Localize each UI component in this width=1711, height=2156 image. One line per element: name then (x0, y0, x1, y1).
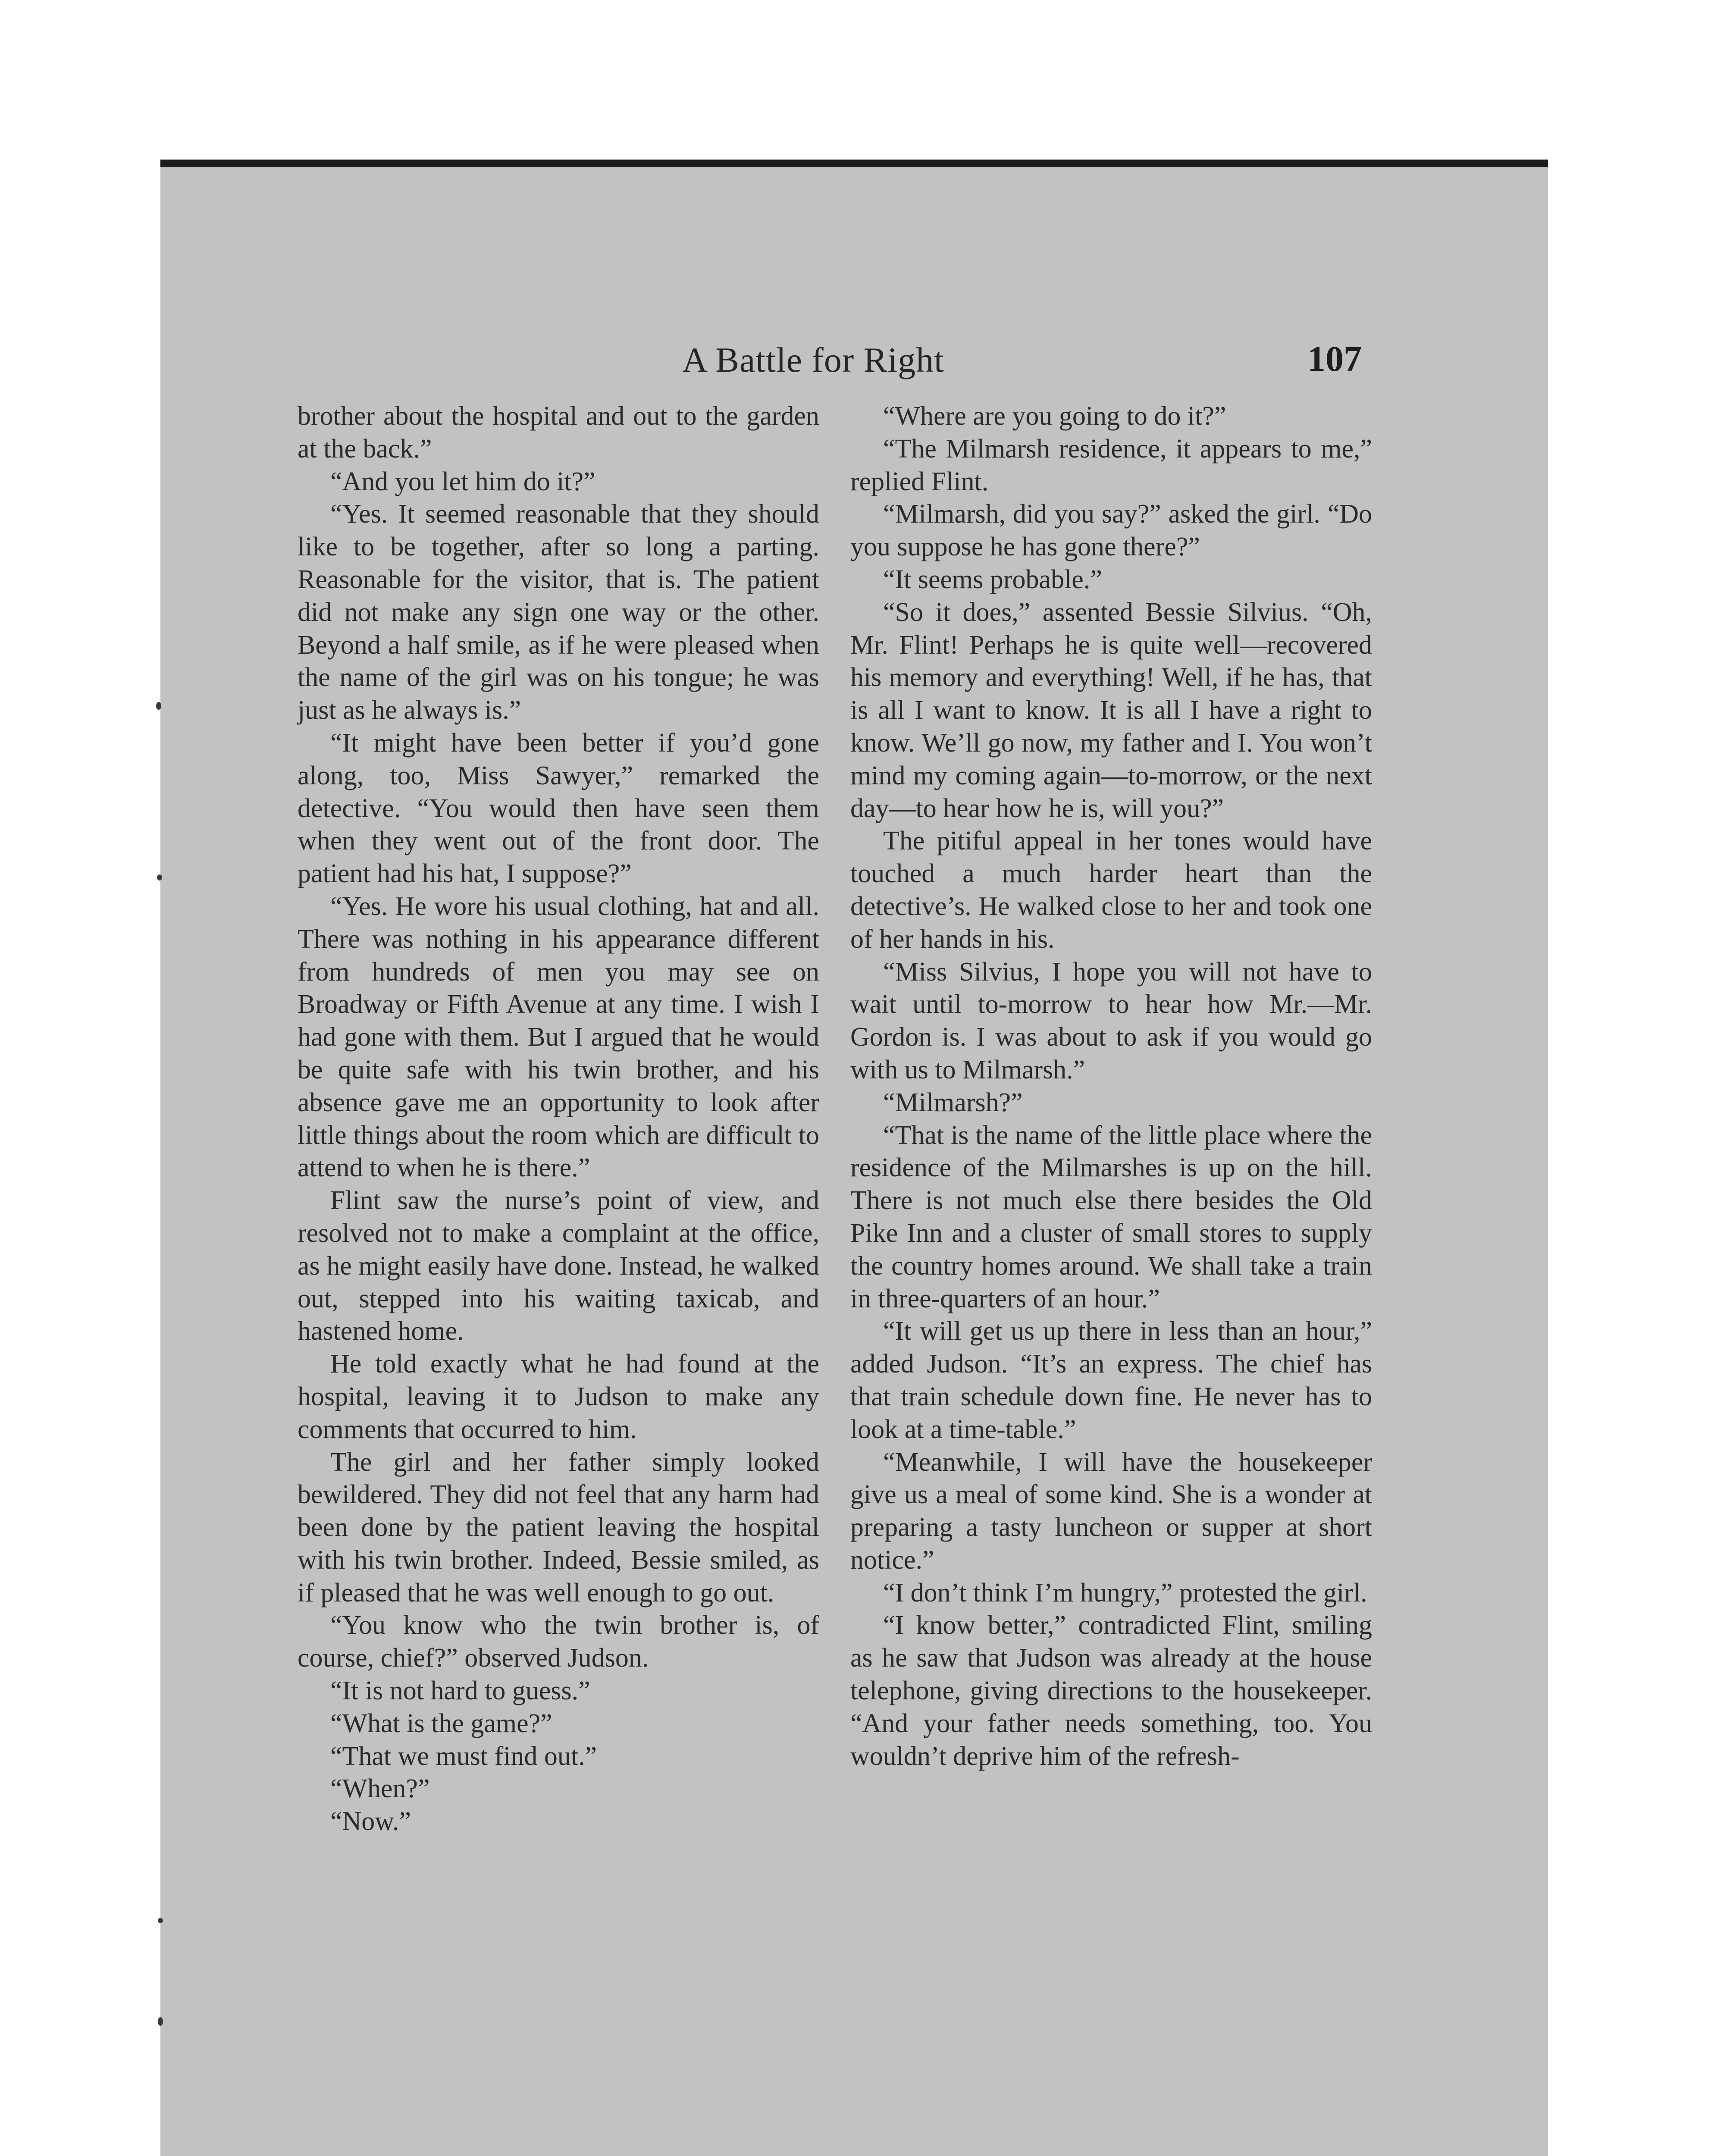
paragraph: “It might have been better if you’d gone along, too, Miss Sawyer,” remarked the detective. “You would then have seen them when they went out of the front door. The patient had his hat, I suppose?” (298, 728, 819, 889)
paragraph: “Now.” (330, 1807, 411, 1836)
paragraph: “What is the game?” (330, 1708, 552, 1738)
paragraph: He told exactly what he had found at the hospital, leaving it to Judson to make any comments that occurred to him. (298, 1349, 819, 1444)
paragraph: “That we must find out.” (330, 1741, 597, 1771)
margin-speck (158, 1918, 163, 1923)
paragraph: “Meanwhile, I will have the housekeeper give us a meal of some kind. She is a wonder at preparing a tasty luncheon or supper at short notice.” (850, 1447, 1372, 1575)
paragraph: “I know better,” contradicted Flint, smiling as he saw that Judson was already at the house telephone, giving directions to the housekeeper. “And your father needs something, too. You wouldn’t deprive him of the refresh- (850, 1611, 1372, 1771)
paragraph: Flint saw the nurse’s point of view, and resolved not to make a complaint at the office, as he might easily have done. Instead, he walked out, stepped into his waiting taxicab, and hastened home. (298, 1186, 819, 1346)
paragraph: “Miss Silvius, I hope you will not have to wait until to-morrow to hear how Mr.—Mr. Gordon is. I was about to ask if you would go with us to Milmarsh.” (850, 957, 1372, 1084)
margin-speck (158, 2017, 163, 2026)
paragraph: “The Milmarsh residence, it appears to me,” replied Flint. (850, 434, 1372, 496)
paragraph: “It will get us up there in less than an hour,” added Judson. “It’s an express. The chief has that train schedule down fine. He never has to look at a time-table.” (850, 1316, 1372, 1444)
scanned-book-page (160, 160, 1548, 2156)
paragraph: “So it does,” assented Bessie Silvius. “Oh, Mr. Flint! Perhaps he is quite well—recovered his memory and everything! Well, if he has, that is all I want to know. It is all I have a right to know. We’ll go now, my father and I. You won’t mind my coming again—to-morrow, or the next day—to hear how he is, will you?” (850, 597, 1372, 823)
paragraph: The girl and her father simply looked bewildered. They did not feel that any harm had been done by the patient leaving the hospital with his twin brother. Indeed, Bessie smiled, as if pleased that he was well enough to go out. (298, 1447, 819, 1608)
paragraph: “Milmarsh?” (883, 1087, 1023, 1117)
margin-speck (156, 702, 161, 710)
paragraph: “It is not hard to guess.” (330, 1676, 590, 1706)
left-text-column (298, 400, 819, 1838)
paragraph: “You know who the twin brother is, of course, chief?” observed Judson. (298, 1611, 819, 1673)
paragraph: “When?” (330, 1774, 430, 1804)
paragraph: “Yes. It seemed reasonable that they should like to be together, after so long a parting. Reasonable for the visitor, that is. The patient did not make any sign one way or the other. Beyond a half smile, as if he were pleased when the name of the girl was on his tongue; he was just as he always is.” (298, 499, 819, 725)
paragraph: “And you let him do it?” (330, 467, 595, 496)
paragraph: “That is the name of the little place where the residence of the Milmarshes is up on the hill. There is not much else there besides the Old Pike Inn and a cluster of small stores to supply the country homes around. We shall take a train in three-quarters of an hour.” (850, 1120, 1372, 1313)
paragraph: The pitiful appeal in her tones would have touched a much harder heart than the detective’s. He walked close to her and took one of her hands in his. (850, 826, 1372, 954)
paragraph: “Where are you going to do it?” (883, 401, 1226, 431)
paragraph: “Yes. He wore his usual clothing, hat and all. There was nothing in his appearance different from hundreds of men you may see on Broadway or Fifth Avenue at any time. I wish I had gone with them. But I argued that he would be quite safe with his twin brother, and his absence gave me an opportunity to look after little things about the room which are difficult to attend to when he is there.” (298, 891, 819, 1183)
running-head (160, 340, 1548, 387)
paragraph: “Milmarsh, did you say?” asked the girl. “Do you suppose he has gone there?” (850, 499, 1372, 562)
paragraph: “I don’t think I’m hungry,” protested the girl. (883, 1578, 1367, 1608)
margin-speck (157, 874, 162, 881)
running-title: A Battle for Right (682, 340, 944, 379)
right-text-column (850, 400, 1372, 1773)
page-number: 107 (1307, 339, 1362, 379)
paragraph: brother about the hospital and out to the garden at the back.” (298, 401, 819, 464)
paragraph: “It seems probable.” (883, 564, 1102, 594)
